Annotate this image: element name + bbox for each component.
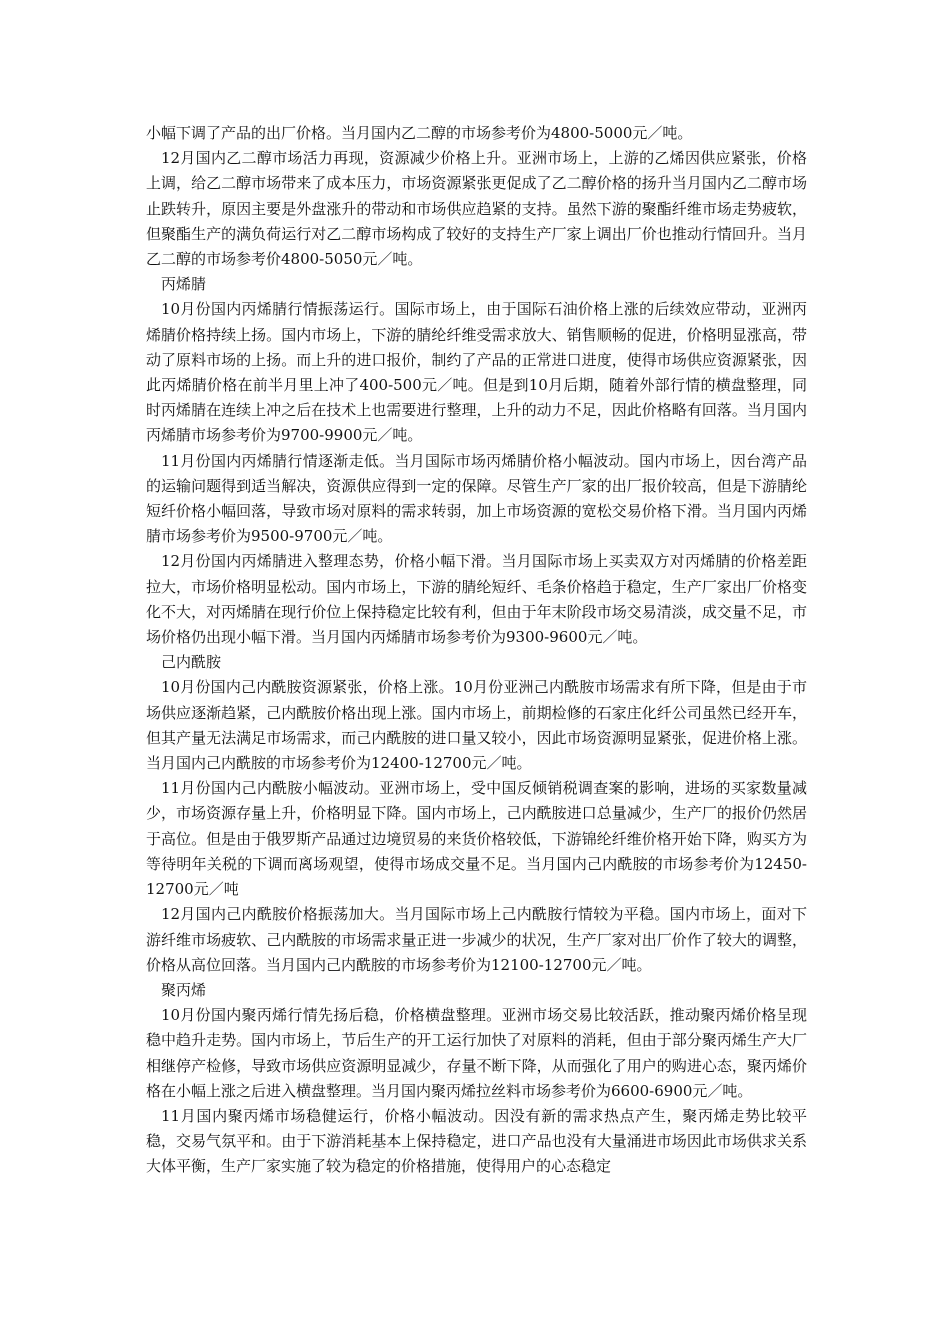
paragraph: 12月国内乙二醇市场活力再现，资源减少价格上升。亚洲市场上，上游的乙烯因供应紧张，价格上调，给乙二醇市场带来了成本压力，市场资源紧张更促成了乙二醇价格的扬升当月国内乙二醇市场止跌转升，原因主要是外盘涨升的带动和市场供应趋紧的支持。虽然下游的聚酯纤维市场走势疲软，但聚酯生产的满负荷运行对乙二醇市场构成了较好的支持生产厂家上调出厂价也推动行情回升。当月乙二醇的市场参考价4800-5050元／吨。 bbox=[146, 149, 807, 269]
document-body bbox=[146, 121, 807, 1180]
paragraph: 10月份国内聚丙烯行情先扬后稳，价格横盘整理。亚洲市场交易比较活跃，推动聚丙烯价格呈现稳中趋升走势。国内市场上，节后生产的开工运行加快了对原料的消耗，但由于部分聚丙烯生产大厂相继停产检修，导致市场供应资源明显减少，存量不断下降，从而强化了用户的购进心态，聚丙烯价格在小幅上涨之后进入横盘整理。当月国内聚丙烯拉丝料市场参考价为6600-6900元／吨。 bbox=[146, 1006, 807, 1100]
paragraph: 10月份国内丙烯腈行情振荡运行。国际市场上，由于国际石油价格上涨的后续效应带动，亚洲丙烯腈价格持续上扬。国内市场上，下游的腈纶纤维受需求放大、销售顺畅的促进，价格明显涨高，带动了原料市场的上扬。而上升的进口报价，制约了产品的正常进口进度，使得市场供应资源紧张，因此丙烯腈价格在前半月里上冲了400-500元／吨。但是到10月后期，随着外部行情的横盘整理，同时丙烯腈在连续上冲之后在技术上也需要进行整理，上升的动力不足，因此价格略有回落。当月国内丙烯腈市场参考价为9700-9900元／吨。 bbox=[146, 300, 807, 445]
section-heading-caprolactam: 己内酰胺 bbox=[161, 653, 222, 672]
paragraph: 11月国内聚丙烯市场稳健运行，价格小幅波动。因没有新的需求热点产生，聚丙烯走势比较平稳，交易气氛平和。由于下游消耗基本上保持稳定，进口产品也没有大量涌进市场因此市场供求关系大体平衡，生产厂家实施了较为稳定的价格措施，使得用户的心态稳定 bbox=[146, 1106, 807, 1176]
paragraph: 12月份国内丙烯腈进入整理态势，价格小幅下滑。当月国际市场上买卖双方对丙烯腈的价格差距拉大，市场价格明显松动。国内市场上，下游的腈纶短纤、毛条价格趋于稳定，生产厂家出厂价格变化不大，对丙烯腈在现行价位上保持稳定比较有利，但由于年末阶段市场交易清淡，成交量不足，市场价格仍出现小幅下滑。当月国内丙烯腈市场参考价为9300-9600元／吨。 bbox=[146, 552, 807, 647]
paragraph: 12月国内己内酰胺价格振荡加大。当月国际市场上己内酰胺行情较为平稳。国内市场上，面对下游纤维市场疲软、己内酰胺的市场需求量正进一步减少的状况，生产厂家对出厂价作了较大的调整，价格从高位回落。当月国内己内酰胺的市场参考价为12100-12700元／吨。 bbox=[146, 905, 807, 974]
paragraph: 10月份国内己内酰胺资源紧张，价格上涨。10月份亚洲己内酰胺市场需求有所下降，但是由于市场供应逐渐趋紧，己内酰胺价格出现上涨。国内市场上，前期检修的石家庄化纤公司虽然已经开车，但其产量无法满足市场需求，而己内酰胺的进口量又较小，因此市场资源明显紧张，促进价格上涨。当月国内己内酰胺的市场参考价为12400-12700元／吨。 bbox=[146, 678, 807, 773]
paragraph: 11月份国内己内酰胺小幅波动。亚洲市场上，受中国反倾销税调查案的影响，进场的买家数量减少，市场资源存量上升，价格明显下降。国内市场上，己内酰胺进口总量减少，生产厂的报价仍然居于高位。但是由于俄罗斯产品通过边境贸易的来货价格较低，下游锦纶纤维价格开始下降，购买方为等待明年关税的下调而离场观望，使得市场成交量不足。当月国内己内酰胺的市场参考价为12450-12700元／吨 bbox=[146, 779, 807, 899]
section-heading-polypropylene: 聚丙烯 bbox=[161, 980, 207, 999]
paragraph: 11月份国内丙烯腈行情逐渐走低。当月国际市场丙烯腈价格小幅波动。国内市场上，因台湾产品的运输问题得到适当解决，资源供应得到一定的保障。尽管生产厂家的出厂报价较高，但是下游腈纶短纤价格小幅回落，导致市场对原料的需求转弱，加上市场资源的宽松交易价格下滑。当月国内丙烯腈市场参考价为9500-9700元／吨。 bbox=[146, 451, 807, 546]
section-heading-acrylonitrile: 丙烯腈 bbox=[161, 275, 207, 294]
paragraph: 小幅下调了产品的出厂价格。当月国内乙二醇的市场参考价为4800-5000元／吨。 bbox=[146, 124, 693, 142]
